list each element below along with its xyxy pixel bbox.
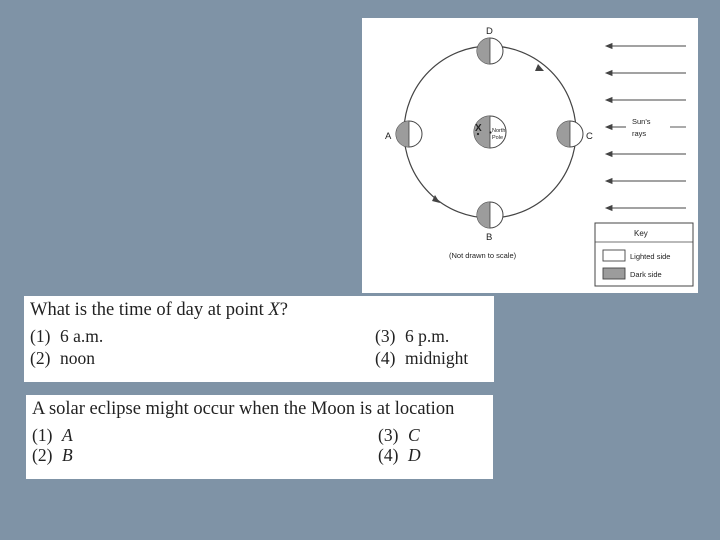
orbit-diagram-svg [362,18,698,293]
question-1-option-2[interactable]: (2) noon [30,348,95,368]
question-2-option-4[interactable]: (4) D [378,445,421,465]
sun-rays [606,44,686,211]
sun-rays-label-line2: rays [632,129,647,138]
scale-note: (Not drawn to scale) [449,251,517,260]
key-lighted-swatch [603,250,625,261]
question-1-option-3[interactable]: (3) 6 p.m. [375,326,450,346]
moon-b [477,202,503,228]
sun-rays-label-line1: Sun's [632,117,651,126]
point-x-label: X [475,123,482,134]
moon-d [477,38,503,64]
question-1-option-1[interactable]: (1) 6 a.m. [30,326,104,346]
label-b: B [486,232,493,243]
question-1-box [24,296,494,382]
moon-a [396,121,422,147]
key-lighted-label: Lighted side [630,252,671,261]
orbit-arrow-upper-right [535,64,544,71]
label-a: A [385,131,392,142]
key-dark-swatch [603,268,625,279]
north-pole-label-line1: North [492,128,506,134]
question-1-stem [30,300,288,321]
label-c: C [586,131,593,142]
moon-phase-diagram [362,18,698,293]
moon-c [557,121,583,147]
question-2-option-1[interactable]: (1) A [32,425,73,445]
question-1-stem-var: X [268,300,280,320]
key-title: Key [634,229,648,238]
question-2-option-3[interactable]: (3) C [378,425,420,445]
question-1-stem-text: What is the time of day at point [30,300,269,320]
question-2-stem: A solar eclipse might occur when the Moon is at location [32,399,455,419]
north-pole-label-line2: Pole [492,135,504,141]
question-1-option-4[interactable]: (4) midnight [375,348,469,368]
question-2-option-2[interactable]: (2) B [32,445,73,465]
question-2-box [26,395,493,479]
label-d: D [486,26,493,37]
key-dark-label: Dark side [630,270,662,279]
question-1-stem-end: ? [279,300,288,320]
